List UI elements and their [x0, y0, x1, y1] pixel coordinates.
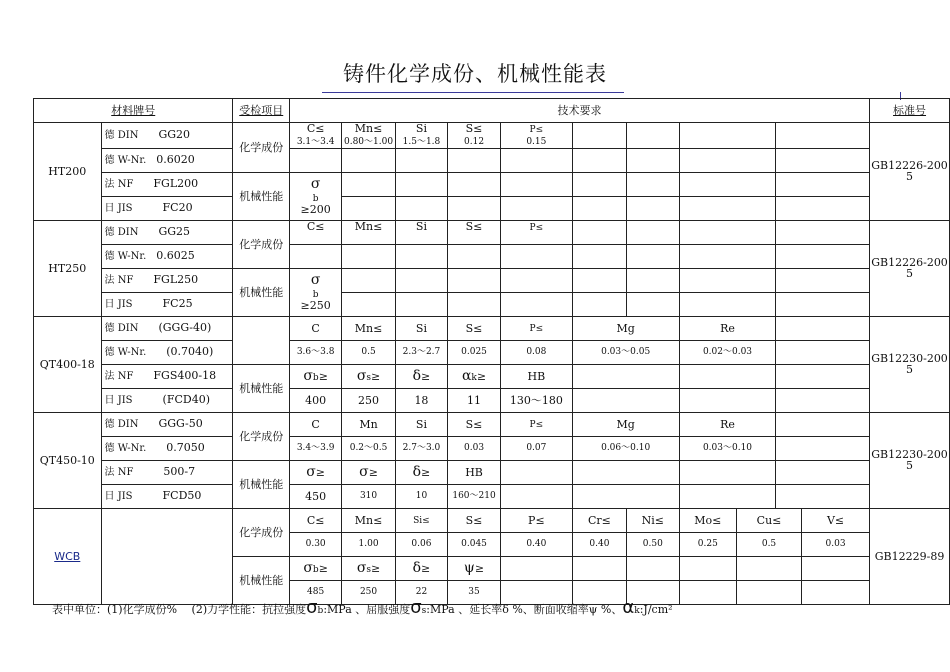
chem-head-cell: C	[290, 412, 342, 436]
sigma-symbol: σ	[410, 597, 422, 618]
mech-head-cell: δ≥	[395, 460, 447, 484]
empty-cell	[395, 292, 447, 316]
chem-value: 0.40	[500, 532, 572, 556]
empty-cell	[572, 460, 679, 484]
chem-head-cell: P≤	[500, 508, 572, 532]
material-code: 德 DIN GG25	[101, 220, 233, 244]
empty-cell	[776, 220, 870, 244]
standard-code: GB12226-2005	[870, 123, 950, 221]
empty-cell	[776, 196, 870, 220]
mech-value: 310	[342, 484, 396, 508]
grade-name: QT400-18	[34, 316, 102, 412]
chem-value: 2.7～3.0	[395, 436, 447, 460]
chem-value: 0.03～0.10	[679, 436, 776, 460]
empty-cell	[627, 556, 679, 580]
mech-cell: σ b ≥250	[290, 268, 342, 316]
empty-cell	[776, 148, 870, 172]
empty-cell	[572, 148, 626, 172]
chem-head-cell: P≤	[500, 316, 572, 340]
empty-cell	[572, 268, 626, 292]
chem-value: 3.4～3.9	[290, 436, 342, 460]
empty-cell	[679, 292, 776, 316]
chem-value: 0.40	[572, 532, 626, 556]
chem-head-cell: Mn≤	[342, 508, 396, 532]
material-blank	[101, 508, 233, 604]
mech-head-cell: HB	[448, 460, 501, 484]
empty-cell	[448, 172, 501, 196]
empty-cell	[572, 292, 626, 316]
empty-cell	[572, 123, 626, 149]
material-code: 德 W-Nr. 0.6025	[101, 244, 233, 268]
item-mech: 机械性能	[233, 460, 290, 508]
chem-head-cell: P≤ 0.15	[500, 123, 572, 149]
empty-cell	[627, 148, 679, 172]
chem-head-cell: Mn≤	[342, 220, 396, 244]
chem-head-cell: Mg	[572, 412, 679, 436]
empty-cell	[395, 244, 447, 268]
empty-cell	[572, 172, 626, 196]
standard-code: GB12229-89	[870, 508, 950, 604]
table-row	[34, 123, 950, 149]
item-chem-blank	[233, 316, 290, 364]
header-row	[34, 99, 950, 123]
empty-cell	[448, 244, 501, 268]
empty-cell	[342, 148, 396, 172]
empty-cell	[290, 148, 342, 172]
chem-head-cell: Si 1.5～1.8	[395, 123, 447, 149]
empty-cell	[679, 244, 776, 268]
mech-value: 18	[395, 388, 447, 412]
empty-cell	[572, 364, 679, 388]
material-code: 德 W-Nr. 0.6020	[101, 148, 233, 172]
chem-head-cell: Si	[395, 220, 447, 244]
mech-value: 250	[342, 580, 396, 604]
table-row	[34, 436, 950, 460]
empty-cell	[776, 244, 870, 268]
empty-cell	[627, 268, 679, 292]
table-row	[34, 316, 950, 340]
empty-cell	[448, 148, 501, 172]
empty-cell	[500, 268, 572, 292]
empty-cell	[627, 172, 679, 196]
chem-value: 0.06～0.10	[572, 436, 679, 460]
properties-table	[33, 98, 950, 605]
page-title: 铸件化学成份、机械性能表	[343, 62, 607, 86]
table-row	[34, 508, 950, 532]
mech-head-cell: σb≥	[290, 364, 342, 388]
chem-head-cell: C≤	[290, 220, 342, 244]
material-code: 日 JIS (FCD40)	[101, 388, 233, 412]
title-underline	[322, 92, 624, 93]
item-chem: 化学成份	[233, 412, 290, 460]
mech-head-cell: σb≥	[290, 556, 342, 580]
mech-value: 450	[290, 484, 342, 508]
empty-cell	[448, 292, 501, 316]
empty-cell	[342, 244, 396, 268]
mech-value: 250	[342, 388, 396, 412]
material-code: 德 DIN (GGG-40)	[101, 316, 233, 340]
grade-name: WCB	[34, 508, 102, 604]
empty-cell	[627, 220, 679, 244]
empty-cell	[776, 388, 870, 412]
table-row	[34, 220, 950, 244]
mech-value: 400	[290, 388, 342, 412]
empty-cell	[776, 340, 870, 364]
empty-cell	[500, 148, 572, 172]
material-code: 德 DIN GGG-50	[101, 412, 233, 436]
item-chem: 化学成份	[233, 123, 290, 173]
table-row	[34, 268, 950, 292]
standard-code: GB12230-2005	[870, 316, 950, 412]
empty-cell	[679, 580, 736, 604]
empty-cell	[500, 292, 572, 316]
chem-value: 0.08	[500, 340, 572, 364]
standard-code: GB12226-2005	[870, 220, 950, 316]
empty-cell	[500, 196, 572, 220]
empty-cell	[395, 148, 447, 172]
empty-cell	[679, 196, 776, 220]
header-standard: 标准号	[870, 99, 950, 123]
chem-head-cell: P≤	[500, 220, 572, 244]
chem-value: 0.02～0.03	[679, 340, 776, 364]
mech-head-cell: δ≥	[395, 364, 447, 388]
chem-head-cell: Re	[679, 412, 776, 436]
table-row	[34, 292, 950, 316]
chem-head-cell: P≤	[500, 412, 572, 436]
empty-cell	[500, 244, 572, 268]
empty-cell	[679, 364, 776, 388]
chem-value: 0.5	[737, 532, 802, 556]
mech-value: 22	[395, 580, 447, 604]
chem-head-cell: Mo≤	[679, 508, 736, 532]
empty-cell	[776, 123, 870, 149]
empty-cell	[776, 268, 870, 292]
chem-head-cell: Si	[395, 412, 447, 436]
grade-name: QT450-10	[34, 412, 102, 508]
header-item: 受检项目	[233, 99, 290, 123]
mech-value: 10	[395, 484, 447, 508]
empty-cell	[627, 292, 679, 316]
empty-cell	[679, 123, 776, 149]
mech-value: 160～210	[448, 484, 501, 508]
empty-cell	[679, 556, 736, 580]
empty-cell	[395, 196, 447, 220]
empty-cell	[737, 556, 802, 580]
material-code: 德 DIN GG20	[101, 123, 233, 149]
empty-cell	[395, 172, 447, 196]
empty-cell	[627, 244, 679, 268]
material-code: 法 NF 500-7	[101, 460, 233, 484]
empty-cell	[679, 484, 776, 508]
chem-head-cell: S≤	[448, 316, 501, 340]
empty-cell	[776, 484, 870, 508]
chem-head-cell: Si≤	[395, 508, 447, 532]
material-code: 法 NF FGL200	[101, 172, 233, 196]
chem-head-cell: Ni≤	[627, 508, 679, 532]
chem-value: 0.03	[802, 532, 870, 556]
empty-cell	[627, 123, 679, 149]
empty-cell	[342, 196, 396, 220]
table-row	[34, 484, 950, 508]
empty-cell	[342, 268, 396, 292]
chem-value: 0.2～0.5	[342, 436, 396, 460]
empty-cell	[572, 484, 679, 508]
chem-value: 0.06	[395, 532, 447, 556]
chem-head-cell: C≤ 3.1～3.4	[290, 123, 342, 149]
material-code: 德 W-Nr. 0.7050	[101, 436, 233, 460]
chem-head-cell: Cr≤	[572, 508, 626, 532]
material-code: 法 NF FGS400-18	[101, 364, 233, 388]
mech-head-cell: HB	[500, 364, 572, 388]
material-code: 法 NF FGL250	[101, 268, 233, 292]
chem-value: 0.5	[342, 340, 396, 364]
empty-cell	[679, 148, 776, 172]
grade-name: HT250	[34, 220, 102, 316]
empty-cell	[679, 172, 776, 196]
mech-head-cell: δ≥	[395, 556, 447, 580]
chem-head-cell: Mn≤ 0.80～1.00	[342, 123, 396, 149]
item-chem: 化学成份	[233, 220, 290, 268]
mech-cell: σ b ≥200	[290, 172, 342, 220]
table-row	[34, 460, 950, 484]
chem-value: 1.00	[342, 532, 396, 556]
chem-head-cell: S≤	[448, 508, 501, 532]
empty-cell	[572, 244, 626, 268]
empty-cell	[776, 316, 870, 340]
chem-value: 0.50	[627, 532, 679, 556]
empty-cell	[776, 172, 870, 196]
empty-cell	[679, 220, 776, 244]
material-code: 日 JIS FCD50	[101, 484, 233, 508]
empty-cell	[342, 172, 396, 196]
chem-value: 0.025	[448, 340, 501, 364]
empty-cell	[572, 388, 679, 412]
item-chem: 化学成份	[233, 508, 290, 556]
chem-head-cell: C	[290, 316, 342, 340]
empty-cell	[776, 412, 870, 436]
mech-head-cell: σs≥	[342, 556, 396, 580]
chem-head-cell: S≤	[448, 412, 501, 436]
empty-cell	[776, 292, 870, 316]
mech-value: 11	[448, 388, 501, 412]
empty-cell	[342, 292, 396, 316]
mech-head-cell: σ≥	[342, 460, 396, 484]
chem-value: 0.03～0.05	[572, 340, 679, 364]
table-row	[34, 388, 950, 412]
empty-cell	[448, 196, 501, 220]
units-footnote: 表中单位：(1)化学成份% (2)力学性能：抗拉强度σb:MPa 、屈服强度σs:MPa 、延长率δ %、断面收缩率ψ %、αk:J/cm²	[52, 597, 673, 618]
table-row	[34, 148, 950, 172]
chem-value: 0.30	[290, 532, 342, 556]
chem-head-cell: Re	[679, 316, 776, 340]
empty-cell	[500, 460, 572, 484]
table-row	[34, 412, 950, 436]
empty-cell	[500, 172, 572, 196]
empty-cell	[737, 580, 802, 604]
chem-head-cell: V≤	[802, 508, 870, 532]
empty-cell	[802, 556, 870, 580]
chem-head-cell: S≤	[448, 220, 501, 244]
mech-head-cell: σ≥	[290, 460, 342, 484]
mech-value: 35	[448, 580, 501, 604]
mech-value: 130～180	[500, 388, 572, 412]
alpha-symbol: α	[622, 597, 635, 618]
empty-cell	[776, 364, 870, 388]
mech-head-cell: αk≥	[448, 364, 501, 388]
chem-value: 2.3～2.7	[395, 340, 447, 364]
item-mech: 机械性能	[233, 556, 290, 604]
standard-code: GB12230-2005	[870, 412, 950, 508]
empty-cell	[776, 436, 870, 460]
empty-cell	[290, 244, 342, 268]
empty-cell	[572, 220, 626, 244]
empty-cell	[572, 196, 626, 220]
table-row	[34, 172, 950, 196]
material-code: 日 JIS FC20	[101, 196, 233, 220]
empty-cell	[627, 196, 679, 220]
item-mech: 机械性能	[233, 172, 290, 220]
chem-head-cell: Si	[395, 316, 447, 340]
empty-cell	[679, 388, 776, 412]
empty-cell	[500, 556, 572, 580]
empty-cell	[572, 556, 626, 580]
chem-head-cell: Mg	[572, 316, 679, 340]
empty-cell	[500, 484, 572, 508]
table-row	[34, 244, 950, 268]
chem-head-cell: Mn≤	[342, 316, 396, 340]
empty-cell	[679, 268, 776, 292]
empty-cell	[679, 460, 776, 484]
chem-value: 0.25	[679, 532, 736, 556]
grade-name: HT200	[34, 123, 102, 221]
material-code: 日 JIS FC25	[101, 292, 233, 316]
chem-head-cell: C≤	[290, 508, 342, 532]
chem-head-cell: S≤ 0.12	[448, 123, 501, 149]
empty-cell	[802, 580, 870, 604]
table-row	[34, 196, 950, 220]
sigma-symbol: σ	[310, 272, 321, 289]
table-row	[34, 364, 950, 388]
material-code: 德 W-Nr. (0.7040)	[101, 340, 233, 364]
chem-value: 0.045	[448, 532, 501, 556]
chem-head-cell: Cu≤	[737, 508, 802, 532]
empty-cell	[448, 268, 501, 292]
mech-value: 485	[290, 580, 342, 604]
sigma-symbol: σ	[306, 597, 318, 618]
empty-cell	[776, 460, 870, 484]
chem-value: 0.03	[448, 436, 501, 460]
item-mech: 机械性能	[233, 364, 290, 412]
empty-cell	[395, 268, 447, 292]
header-material: 材料牌号	[34, 99, 233, 123]
sigma-symbol: σ	[310, 176, 321, 193]
table-row	[34, 340, 950, 364]
chem-value: 3.6～3.8	[290, 340, 342, 364]
chem-head-cell: Mn	[342, 412, 396, 436]
header-tech: 技术要求	[290, 99, 870, 123]
item-mech: 机械性能	[233, 268, 290, 316]
mech-head-cell: σs≥	[342, 364, 396, 388]
mech-head-cell: ψ≥	[448, 556, 501, 580]
chem-value: 0.07	[500, 436, 572, 460]
